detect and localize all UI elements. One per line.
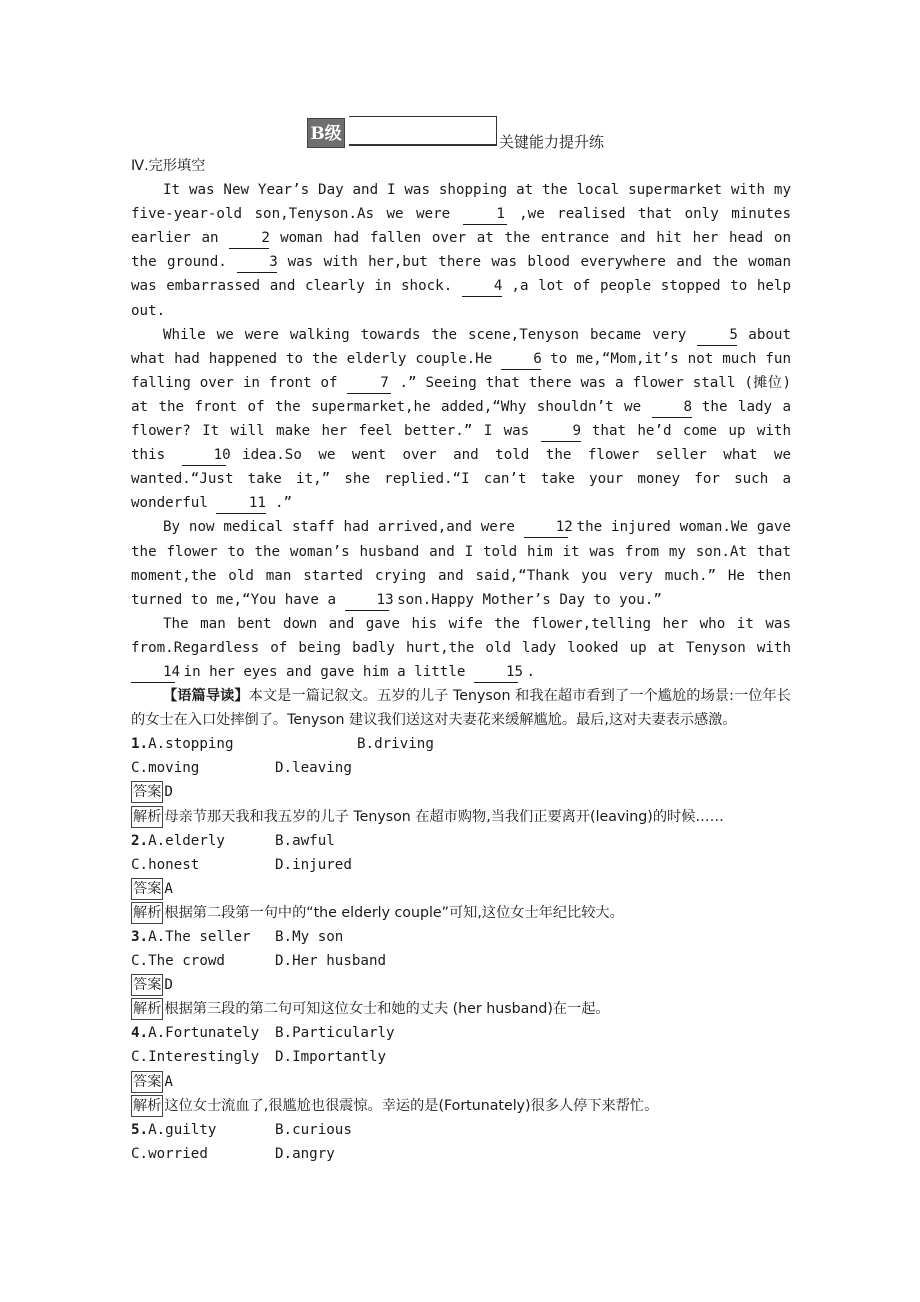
passage-paragraph-3: By now medical staff had arrived,and were 12 the injured woman.We gave the flower to the woman’s husband and I told him it was from my son.At that moment,the old man started crying and said,“Thank you very much.” He then turned to me,“You have a 13 son.Happy Mother’s Day to you.” bbox=[131, 515, 791, 611]
document-page bbox=[131, 110, 791, 1166]
analysis-tag: 解析 bbox=[131, 998, 163, 1020]
blank-8: 8 bbox=[652, 398, 692, 418]
option-c: C.Interestingly bbox=[131, 1049, 260, 1066]
answer-tag: 答案 bbox=[131, 878, 163, 900]
option-c: C.The crowd bbox=[131, 953, 225, 970]
answer-tag: 答案 bbox=[131, 974, 163, 996]
blank-11: 11 bbox=[216, 494, 266, 514]
analysis-text: 根据第二段第一句中的“the elderly couple”可知,这位女士年纪比较大。 bbox=[164, 904, 624, 921]
answer-tag: 答案 bbox=[131, 781, 163, 803]
answer-tag: 答案 bbox=[131, 1071, 163, 1093]
analysis-text: 母亲节那天我和我五岁的儿子 Tenyson 在超市购物,当我们正要离开(leaving)的时候…… bbox=[164, 808, 724, 825]
answer-value: D bbox=[164, 784, 173, 801]
option-a: A.guilty bbox=[148, 1121, 217, 1138]
question-5-options-row-2 bbox=[131, 1142, 791, 1166]
option-b: B.awful bbox=[275, 832, 335, 849]
question-3-answer bbox=[131, 973, 791, 997]
blank-10: 10 bbox=[182, 446, 226, 466]
level-badge: B级 bbox=[307, 118, 345, 148]
question-1-answer bbox=[131, 780, 791, 804]
answer-value: A bbox=[164, 880, 173, 897]
question-number: 2. bbox=[131, 832, 149, 849]
blank-14: 14 bbox=[131, 663, 175, 683]
header-title: 关键能力提升练 bbox=[499, 133, 605, 151]
option-b: B.curious bbox=[275, 1121, 352, 1138]
answer-value: A bbox=[164, 1073, 173, 1090]
blank-12: 12 bbox=[524, 518, 568, 538]
option-d: D.angry bbox=[275, 1145, 335, 1162]
question-number: 1. bbox=[131, 736, 149, 753]
blank-7: 7 bbox=[347, 374, 391, 394]
blank-15: 15 bbox=[474, 663, 518, 683]
question-3-analysis bbox=[131, 997, 791, 1021]
question-2-options-row-2 bbox=[131, 853, 791, 877]
question-number: 3. bbox=[131, 929, 149, 945]
answer-value: D bbox=[164, 977, 173, 994]
blank-2: 2 bbox=[229, 229, 269, 249]
blank-4: 4 bbox=[462, 277, 502, 297]
question-2-options-row-1 bbox=[131, 829, 791, 853]
question-4-options-row-1 bbox=[131, 1021, 791, 1045]
question-1-options-row-1 bbox=[131, 732, 791, 756]
blank-13: 13 bbox=[345, 591, 389, 611]
analysis-tag: 解析 bbox=[131, 806, 163, 828]
question-4-answer bbox=[131, 1070, 791, 1094]
question-2-answer bbox=[131, 877, 791, 901]
guide-label: 【语篇导读】 bbox=[163, 688, 249, 705]
option-a: A.Fortunately bbox=[148, 1025, 260, 1042]
question-3-options-row-1 bbox=[131, 925, 791, 949]
option-a: A.stopping bbox=[148, 736, 234, 753]
option-b: B.Particularly bbox=[275, 1025, 395, 1042]
option-d: D.Her husband bbox=[275, 953, 387, 970]
option-d: D.Importantly bbox=[275, 1049, 387, 1066]
passage-paragraph-4: The man bent down and gave his wife the flower,telling her who it was from.Regardless of being badly hurt,the old lady looked up at Tenyson with 14 in her eyes and gave him a little 15 . bbox=[131, 612, 791, 684]
blank-9: 9 bbox=[541, 422, 581, 442]
option-b: B.driving bbox=[357, 736, 434, 753]
question-5-options-row-1 bbox=[131, 1118, 791, 1142]
question-4-analysis bbox=[131, 1094, 791, 1118]
option-d: D.injured bbox=[275, 856, 352, 873]
header-box bbox=[349, 116, 497, 146]
question-1-options-row-2 bbox=[131, 756, 791, 780]
analysis-text: 这位女士流血了,很尴尬也很震惊。幸运的是(Fortunately)很多人停下来帮忙。 bbox=[164, 1097, 659, 1114]
option-a: A.elderly bbox=[148, 832, 225, 849]
section-title: Ⅳ.完形填空 bbox=[131, 158, 206, 174]
guide-text: 本文是一篇记叙文。五岁的儿子 Tenyson 和我在超市看到了一个尴尬的场景:一位年长的女士在入口处摔倒了。Tenyson 建议我们送这对夫妻花来缓解尴尬。最后,这对夫妻表示感激。 bbox=[131, 688, 791, 729]
question-number: 4. bbox=[131, 1025, 149, 1042]
analysis-tag: 解析 bbox=[131, 1095, 163, 1117]
blank-5: 5 bbox=[697, 326, 737, 346]
analysis-tag: 解析 bbox=[131, 902, 163, 924]
passage-paragraph-2: While we were walking towards the scene,Tenyson became very 5 about what had happened to the elderly couple.He 6 to me,“Mom,it’s not much fun falling over in front of 7 .” Seeing that there was a flower stall (摊位) at the front of the supermarket,he added,“Why shouldn’t we 8 the lady a flower? It will make her feel better.” I was 9 that he’d come up with this 10 idea.So we went over and told the flower seller what we wanted.“Just take it,” she replied.“I can’t take your money for such a wonderful 11 .” bbox=[131, 323, 791, 516]
passage-paragraph-1: It was New Year’s Day and I was shopping at the local supermarket with my five-year-old son,Tenyson.As we were 1 ,we realised that only minutes earlier an 2 woman had fallen over at the entrance and hit her head on the ground. 3 was with her,but there was blood everywhere and the woman was embarrassed and clearly in shock. 4 ,a lot of people stopped to help out. bbox=[131, 182, 791, 319]
option-d: D.leaving bbox=[275, 760, 352, 777]
blank-3: 3 bbox=[237, 253, 277, 273]
option-b: B.My son bbox=[275, 929, 344, 945]
question-1-analysis bbox=[131, 805, 791, 829]
section-header bbox=[131, 110, 791, 154]
analysis-text: 根据第三段的第二句可知这位女士和她的丈夫 (her husband)在一起。 bbox=[164, 1001, 610, 1018]
option-c: C.honest bbox=[131, 856, 200, 873]
blank-6: 6 bbox=[501, 350, 541, 370]
option-a: A.The seller bbox=[148, 929, 251, 945]
question-3-options-row-2 bbox=[131, 949, 791, 973]
question-number: 5. bbox=[131, 1121, 149, 1138]
option-c: C.worried bbox=[131, 1145, 208, 1162]
question-4-options-row-2 bbox=[131, 1045, 791, 1069]
question-2-analysis bbox=[131, 901, 791, 925]
option-c: C.moving bbox=[131, 760, 200, 777]
blank-1: 1 bbox=[463, 205, 507, 225]
reading-guide bbox=[131, 684, 791, 732]
